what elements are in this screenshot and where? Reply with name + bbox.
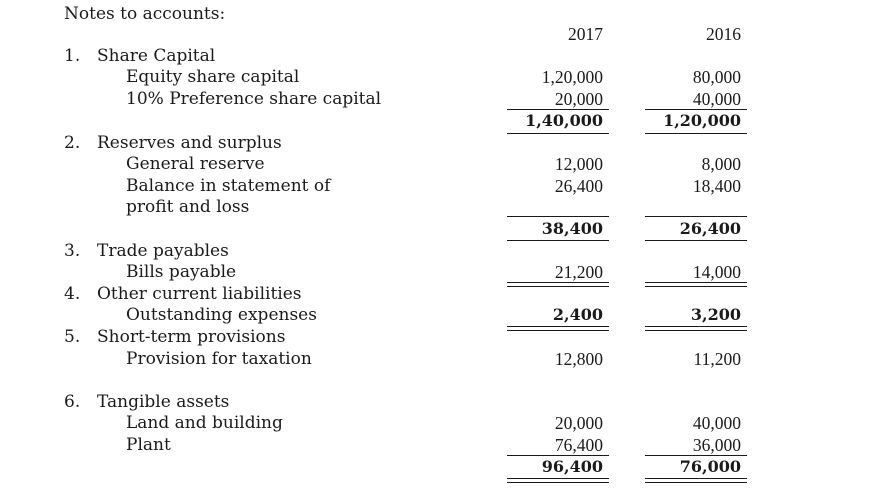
note-4-rule-2016-a [645,326,747,327]
note-1-rule-2016 [645,109,747,110]
note-1-rule-2017 [507,109,609,110]
note-3-rule-2017-a [507,282,609,283]
note-1-heading: Share Capital [97,46,216,66]
note-1-item-1-2017: 1,20,000 [541,67,603,87]
note-6-underline-2016-b [645,482,747,483]
year-header-2017: 2017 [568,24,603,44]
note-1-total-2016: 1,20,000 [663,111,741,130]
note-6-item-2-2016: 36,000 [692,435,741,455]
note-1-number: 1. [64,46,81,66]
note-1-item-2-2017: 20,000 [554,89,603,109]
note-5-number: 5. [64,327,81,347]
note-4-number: 4. [64,284,81,304]
note-6-item-1-label: Land and building [126,413,283,433]
note-1-total-2017: 1,40,000 [525,111,603,130]
note-6-item-2-label: Plant [126,435,171,455]
note-1-underline-2017 [507,133,609,134]
note-4-heading: Other current liabilities [97,284,302,304]
document-title: Notes to accounts: [64,4,226,24]
note-5-item-1-2017: 12,800 [554,349,603,369]
note-2-item-2-2017: 26,400 [554,176,603,196]
note-6-number: 6. [64,392,81,412]
note-5-heading: Short-term provisions [97,327,286,347]
note-2-item-2-label: Balance in statement of [126,176,331,196]
note-2-item-1-label: General reserve [126,154,265,174]
note-6-underline-2016-a [645,478,747,479]
note-3-heading: Trade payables [97,241,229,261]
note-3-item-1-2016: 14,000 [692,262,741,282]
note-2-total-2016: 26,400 [679,219,741,238]
note-2-heading: Reserves and surplus [97,133,282,153]
note-4-rule-2017-b [507,330,609,331]
note-6-heading: Tangible assets [97,392,230,412]
note-2-item-2-2016: 18,400 [692,176,741,196]
note-3-item-1-2017: 21,200 [554,262,603,282]
note-2-number: 2. [64,133,81,153]
note-2-item-2-label-cont: profit and loss [126,197,250,217]
note-2-item-1-2016: 8,000 [701,154,741,174]
note-6-item-2-2017: 76,400 [554,435,603,455]
note-5-item-1-label: Provision for taxation [126,349,312,369]
note-2-underline-2017 [507,240,609,241]
note-4-rule-2017-a [507,326,609,327]
note-4-item-1-2016: 3,200 [690,305,741,324]
note-4-item-1-2017: 2,400 [552,305,603,324]
note-6-total-2017: 96,400 [541,457,603,476]
note-3-rule-2016-b [645,286,747,287]
note-5-item-1-2016: 11,200 [693,349,741,369]
note-2-rule-2016 [645,216,747,217]
note-2-item-1-2017: 12,000 [554,154,603,174]
note-1-item-1-label: Equity share capital [126,67,300,87]
note-1-item-2-label: 10% Preference share capital [126,89,382,109]
note-1-item-1-2016: 80,000 [692,67,741,87]
note-6-item-1-2017: 20,000 [554,413,603,433]
note-2-underline-2016 [645,240,747,241]
note-2-rule-2017 [507,216,609,217]
note-4-rule-2016-b [645,330,747,331]
note-4-item-1-label: Outstanding expenses [126,305,317,325]
note-6-item-1-2016: 40,000 [692,413,741,433]
note-6-rule-2017 [507,455,609,456]
note-1-underline-2016 [645,133,747,134]
note-2-total-2017: 38,400 [541,219,603,238]
note-3-rule-2017-b [507,286,609,287]
note-6-underline-2017-a [507,478,609,479]
note-3-number: 3. [64,241,81,261]
year-header-2016: 2016 [706,24,741,44]
note-3-item-1-label: Bills payable [126,262,237,282]
note-6-rule-2016 [645,455,747,456]
note-6-total-2016: 76,000 [679,457,741,476]
note-6-underline-2017-b [507,482,609,483]
note-3-rule-2016-a [645,282,747,283]
note-1-item-2-2016: 40,000 [692,89,741,109]
